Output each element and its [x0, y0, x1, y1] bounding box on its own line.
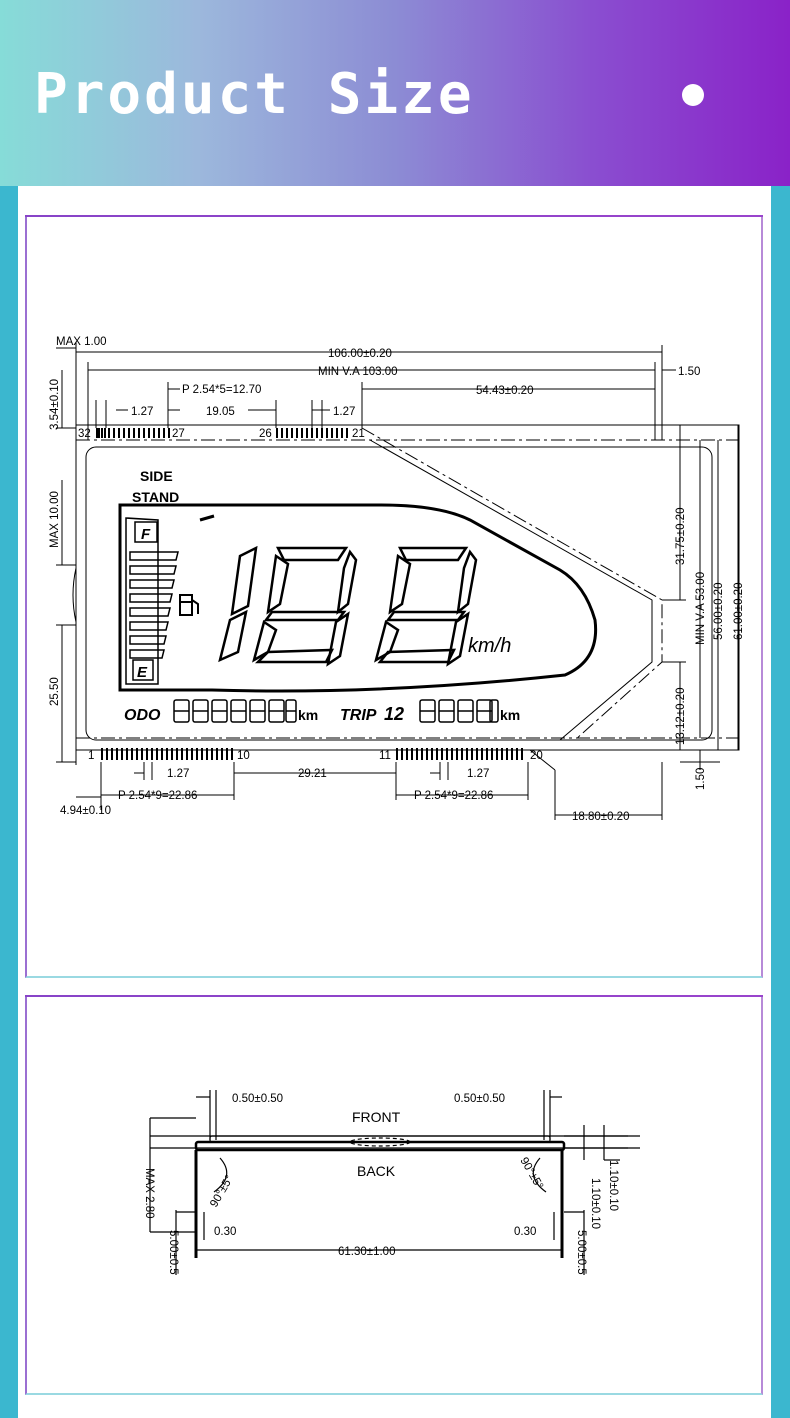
dim-pitch-top: P 2.54*5=12.70: [182, 384, 262, 396]
front-label: FRONT: [352, 1109, 401, 1125]
pin-10: 10: [237, 750, 250, 762]
dim-b-pitch-right: P 2.54*9=22.86: [414, 790, 494, 802]
dim-r-61: 61.00±0.20: [733, 582, 745, 640]
dim-angle-right: 90°±5°: [517, 1155, 546, 1192]
lcd-fuel-full: F: [141, 526, 151, 543]
dim-b-127a: 1.27: [167, 768, 190, 780]
lcd-side-label: SIDE: [140, 468, 173, 484]
pin-26: 26: [259, 428, 272, 440]
lcd-odo-unit: km: [298, 707, 319, 723]
pin-32: 32: [78, 428, 91, 440]
lcd-trip-label: TRIP: [340, 707, 377, 724]
dim-b-pitch-left: P 2.54*9=22.86: [118, 790, 198, 802]
lcd-stand-label: STAND: [132, 489, 180, 505]
dim-min-va-width: MIN V.A 103.00: [318, 366, 398, 378]
dim-pin-w-mid: 1.27: [333, 406, 356, 418]
lcd-trip-number: 12: [384, 704, 405, 724]
lcd-trip-unit: km: [500, 707, 521, 723]
pin-1: 1: [88, 750, 95, 762]
lcd-odo-label: ODO: [124, 707, 161, 724]
dim-max-1: MAX 1.00: [56, 336, 107, 348]
dim-overall-width: 106.00±0.20: [328, 348, 392, 360]
dim-width: 61.30±1.00: [338, 1246, 396, 1258]
dim-b-127b: 1.27: [467, 768, 490, 780]
dim-r-3175: 31.75±0.20: [675, 507, 687, 565]
dim-left-2550: 25.50: [49, 677, 61, 706]
back-label: BACK: [357, 1163, 396, 1179]
lcd-fuel-empty: E: [137, 664, 148, 681]
dim-pin-w-left: 1.27: [131, 406, 154, 418]
dim-leg-left: 5.00±0.5: [167, 1230, 179, 1275]
dim-right-gap: 1.50: [678, 366, 701, 378]
dim-gap-left: 0.30: [214, 1226, 237, 1238]
dim-max-10: MAX 10.00: [49, 491, 61, 548]
dim-r-1312: 13.12±0.20: [675, 687, 687, 745]
dim-b-494: 4.94±0.10: [60, 805, 112, 817]
dim-max-280: MAX 2.80: [143, 1168, 155, 1219]
dim-tr: 0.50±0.50: [454, 1093, 506, 1105]
dim-tl: 0.50±0.50: [232, 1093, 284, 1105]
dim-right-tail: 54.43±0.20: [476, 385, 534, 397]
dim-spacing-19: 19.05: [206, 406, 235, 418]
dim-r-56: 56.00±0.20: [713, 582, 725, 640]
dim-b-1880: 18.80±0.20: [572, 811, 630, 823]
pin-20: 20: [530, 750, 543, 762]
dim-r-150: 1.50: [695, 767, 707, 790]
dim-r-110a: 1.10±0.10: [607, 1160, 619, 1212]
dim-r-110b: 1.10±0.10: [589, 1178, 601, 1230]
pin-11: 11: [379, 750, 391, 762]
dim-r-min-va-53: MIN V.A 53.00: [695, 571, 707, 645]
lcd-speed-unit: km/h: [468, 635, 512, 657]
dim-gap-right: 0.30: [514, 1226, 537, 1238]
pin-21: 21: [352, 428, 365, 440]
dim-leg-right: 5.00±0.5: [575, 1230, 587, 1275]
page-title: Product Size: [34, 62, 475, 127]
pin-27: 27: [172, 428, 185, 440]
dim-left-354: 3.54±0.10: [49, 378, 61, 430]
dim-b-2921: 29.21: [298, 768, 327, 780]
dim-angle-left: 90°±5°: [208, 1173, 236, 1210]
